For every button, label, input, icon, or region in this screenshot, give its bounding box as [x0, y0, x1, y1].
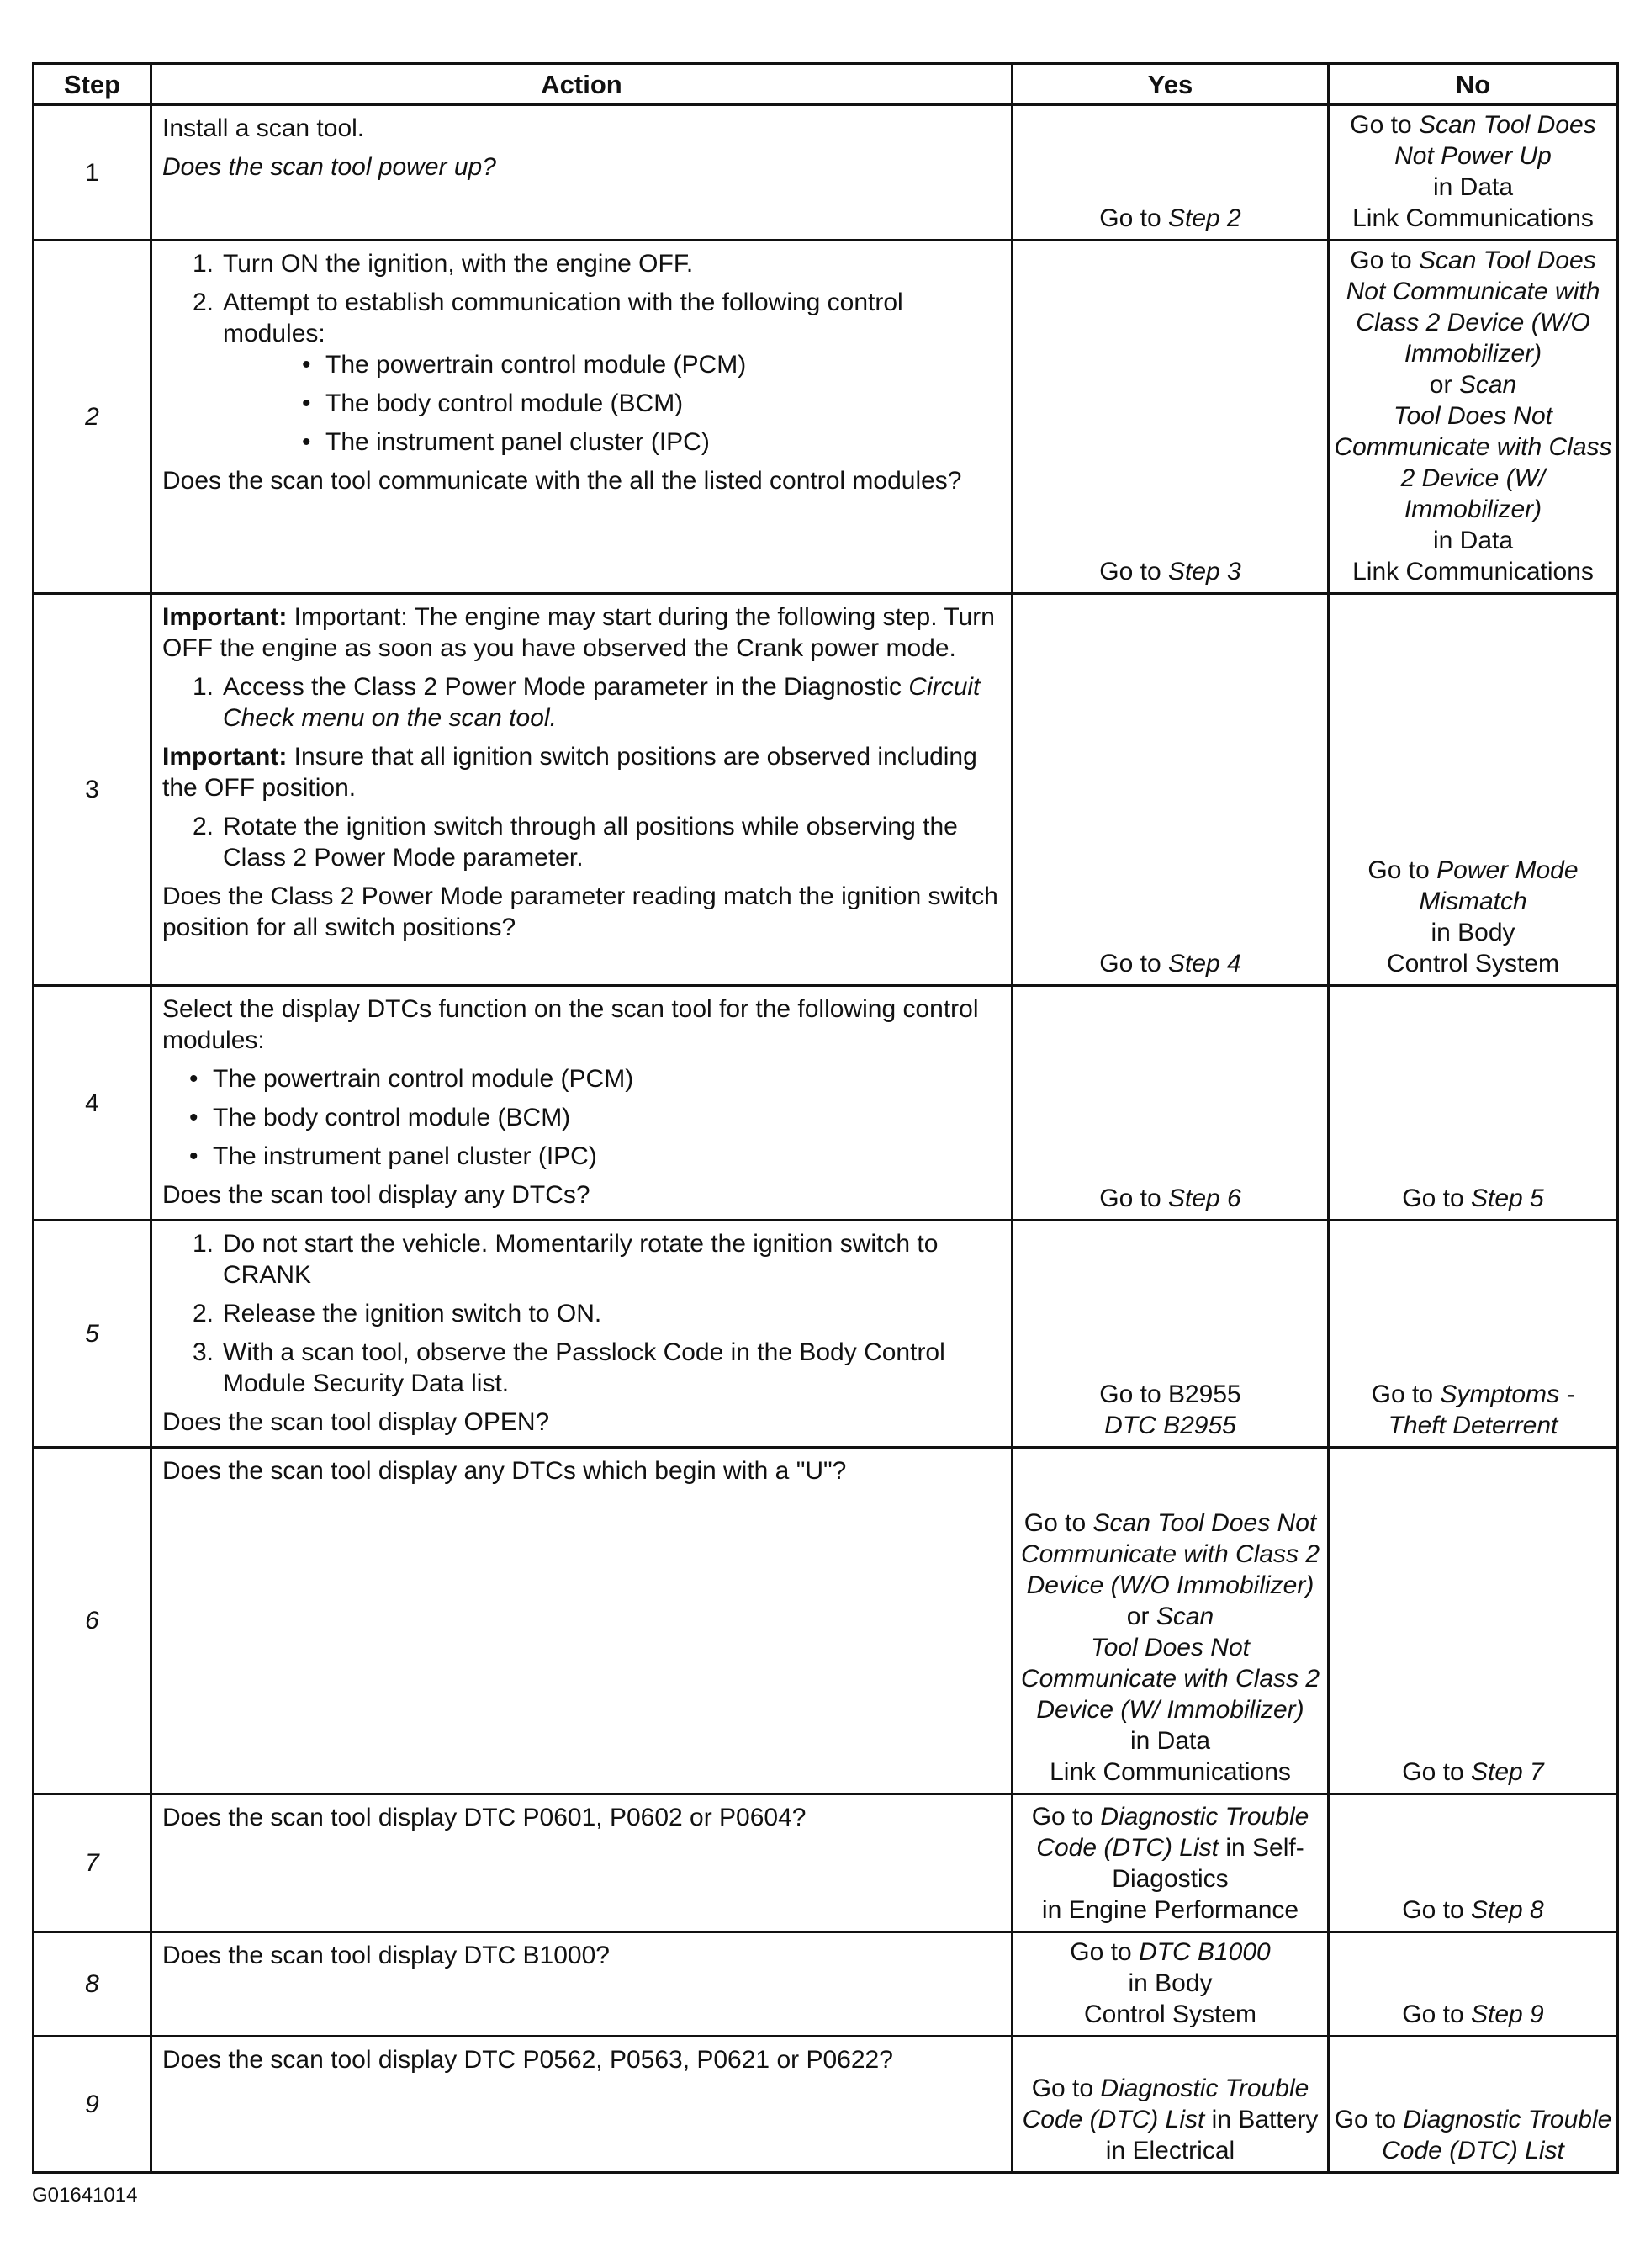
- step-number: 3: [34, 594, 151, 986]
- step-number: 7: [34, 1794, 151, 1932]
- table-row: [34, 986, 1618, 1221]
- procedure-link[interactable]: Scan: [1156, 1603, 1214, 1630]
- action-question: Does the scan tool power up?: [162, 153, 496, 181]
- action-text: Select the display DTCs function on the scan tool for the following control modules:: [162, 995, 979, 1054]
- list-item: 1. Do not start the vehicle. Momentarily rotate the ignition switch to CRANK: [193, 1230, 939, 1289]
- step-number: 4: [34, 986, 151, 1221]
- step-link[interactable]: Step 5: [1470, 1184, 1544, 1212]
- yes-cell: Go to Step 6: [1013, 986, 1329, 1221]
- figure-code: G01641014: [32, 2184, 138, 2207]
- table-row: [34, 2037, 1618, 2173]
- list-item: 2. Rotate the ignition switch through all positions while observing the Class 2 Power Mode parameter.: [193, 813, 958, 872]
- header-action: Action: [151, 64, 1013, 105]
- yes-cell: Go to Step 4: [1013, 594, 1329, 986]
- header-row: [34, 64, 1618, 105]
- table-row: [34, 241, 1618, 594]
- procedure-link[interactable]: Scan Tool Does Not Power Up: [1394, 111, 1596, 170]
- step-link[interactable]: Step 4: [1167, 950, 1241, 978]
- action-text: Install a scan tool.: [162, 114, 365, 142]
- step-link[interactable]: Step 2: [1167, 204, 1241, 232]
- action-cell: [151, 241, 1013, 594]
- table-row: [34, 1221, 1618, 1448]
- bullet-item: • The powertrain control module (PCM): [302, 351, 747, 379]
- step-link[interactable]: Step 7: [1470, 1758, 1544, 1786]
- no-cell: Go to Symptoms - Theft Deterrent: [1329, 1221, 1618, 1448]
- bullet-item: • The instrument panel cluster (IPC): [302, 428, 710, 456]
- action-question: Does the scan tool display any DTCs?: [162, 1181, 590, 1209]
- table-row: [34, 594, 1618, 986]
- header-yes: Yes: [1013, 64, 1329, 105]
- action-cell: [151, 1932, 1013, 2037]
- procedure-link[interactable]: Tool Does Not Communicate with Class 2 Device (W/ Immobilizer): [1020, 1634, 1320, 1724]
- action-cell: [151, 594, 1013, 986]
- table-row: [34, 1448, 1618, 1794]
- bullet-item: • The powertrain control module (PCM): [189, 1065, 634, 1093]
- procedure-link[interactable]: Power Mode Mismatch: [1419, 856, 1579, 915]
- step-link[interactable]: Step 9: [1470, 2000, 1544, 2028]
- step-link[interactable]: Step 3: [1167, 558, 1241, 586]
- action-question: Does the scan tool display OPEN?: [162, 1408, 550, 1436]
- table-row: [34, 1932, 1618, 2037]
- yes-cell: Go to B2955 DTC B2955: [1013, 1221, 1329, 1448]
- procedure-link[interactable]: Diagnostic Trouble Code (DTC) List: [1382, 2106, 1612, 2165]
- bullet-item: • The body control module (BCM): [302, 389, 684, 417]
- action-question: Does the scan tool display DTC P0562, P0563, P0621 or P0622?: [162, 2046, 893, 2074]
- action-cell: [151, 1794, 1013, 1932]
- no-cell: Go to Diagnostic Trouble Code (DTC) List: [1329, 2037, 1618, 2173]
- list-item: 1. Access the Class 2 Power Mode parameter in the Diagnostic Circuit Check menu on the scan tool.: [193, 673, 981, 732]
- procedure-link[interactable]: Scan: [1458, 371, 1517, 399]
- action-cell: [151, 105, 1013, 241]
- procedure-link[interactable]: Scan Tool Does Not Communicate with Class 2 Device (W/O Immobilizer): [1346, 246, 1600, 368]
- no-cell: Go to Step 9: [1329, 1932, 1618, 2037]
- action-cell: [151, 1221, 1013, 1448]
- list-item: 3. With a scan tool, observe the Passlock Code in the Body Control Module Security Data list.: [193, 1338, 945, 1397]
- step-number: 2: [34, 241, 151, 594]
- action-question: Does the scan tool communicate with the all the listed control modules?: [162, 467, 962, 495]
- bullet-item: • The body control module (BCM): [189, 1104, 571, 1131]
- no-cell: Go to Power Mode Mismatch in Body Control System: [1329, 594, 1618, 986]
- yes-cell: Go to DTC B1000 in Body Control System: [1013, 1932, 1329, 2037]
- procedure-link[interactable]: Diagnostic Trouble Code (DTC) List: [1022, 2075, 1309, 2133]
- diagnostic-table: [32, 62, 1619, 2174]
- procedure-link[interactable]: Tool Does Not Communicate with Class 2 Device (W/ Immobilizer): [1334, 402, 1612, 523]
- yes-cell: Go to Diagnostic Trouble Code (DTC) List in Battery in Electrical: [1013, 2037, 1329, 2173]
- step-number: 6: [34, 1448, 151, 1794]
- no-cell: Go to Scan Tool Does Not Communicate with Class 2 Device (W/O Immobilizer) or Scan Tool Does Not Communicate with Class 2 Device (W/ Immobilizer) in Data Link Communications: [1329, 241, 1618, 594]
- header-no: No: [1329, 64, 1618, 105]
- procedure-link[interactable]: DTC B1000: [1138, 1938, 1271, 1966]
- action-cell: [151, 1448, 1013, 1794]
- important-note: Important: Insure that all ignition switch positions are observed including the OFF position.: [162, 743, 977, 802]
- procedure-link[interactable]: DTC B2955: [1104, 1412, 1236, 1439]
- step-link[interactable]: Step 6: [1167, 1184, 1241, 1212]
- no-cell: Go to Step 8: [1329, 1794, 1618, 1932]
- no-cell: Go to Scan Tool Does Not Power Up in Data Link Communications: [1329, 105, 1618, 241]
- step-number: 5: [34, 1221, 151, 1448]
- procedure-link[interactable]: Symptoms -: [1440, 1380, 1575, 1408]
- step-link[interactable]: Step 8: [1470, 1896, 1544, 1924]
- action-question: Does the scan tool display DTC P0601, P0602 or P0604?: [162, 1804, 807, 1831]
- header-step: Step: [34, 64, 151, 105]
- list-item: 1. Turn ON the ignition, with the engine OFF.: [193, 250, 694, 278]
- no-cell: Go to Step 5: [1329, 986, 1618, 1221]
- action-question: Does the Class 2 Power Mode parameter reading match the ignition switch position for all switch positions?: [162, 882, 998, 941]
- bullet-item: • The instrument panel cluster (IPC): [189, 1142, 597, 1170]
- step-number: 9: [34, 2037, 151, 2173]
- list-item: 2. Release the ignition switch to ON.: [193, 1300, 602, 1327]
- procedure-link[interactable]: Diagnostic Trouble Code (DTC) List: [1036, 1803, 1309, 1862]
- list-item: 2. Attempt to establish communication with the following control modules: • The powertrain control module (PCM) • The body control module (BCM) • The instrument panel cluster (IPC): [162, 287, 999, 458]
- action-cell: [151, 986, 1013, 1221]
- procedure-link[interactable]: Theft Deterrent: [1388, 1412, 1558, 1439]
- action-cell: [151, 2037, 1013, 2173]
- yes-cell: Go to Step 2: [1013, 105, 1329, 241]
- step-number: 1: [34, 105, 151, 241]
- yes-cell: Go to Diagnostic Trouble Code (DTC) List in Self-Diagostics in Engine Performance: [1013, 1794, 1329, 1932]
- no-cell: Go to Step 7: [1329, 1448, 1618, 1794]
- yes-cell: Go to Step 3: [1013, 241, 1329, 594]
- procedure-link[interactable]: Scan Tool Does Not Communicate with Class 2 Device (W/O Immobilizer): [1020, 1509, 1320, 1599]
- important-note: Important: Important: The engine may start during the following step. Turn OFF the engine as soon as you have observed the Crank power mode.: [162, 603, 995, 662]
- yes-cell: Go to Scan Tool Does Not Communicate with Class 2 Device (W/O Immobilizer) or Scan Tool Does Not Communicate with Class 2 Device (W/ Immobilizer) in Data Link Communications: [1013, 1448, 1329, 1794]
- table-row: [34, 1794, 1618, 1932]
- step-number: 8: [34, 1932, 151, 2037]
- action-question: Does the scan tool display DTC B1000?: [162, 1942, 610, 1969]
- table-row: [34, 105, 1618, 241]
- action-question: Does the scan tool display any DTCs which begin with a "U"?: [162, 1457, 847, 1485]
